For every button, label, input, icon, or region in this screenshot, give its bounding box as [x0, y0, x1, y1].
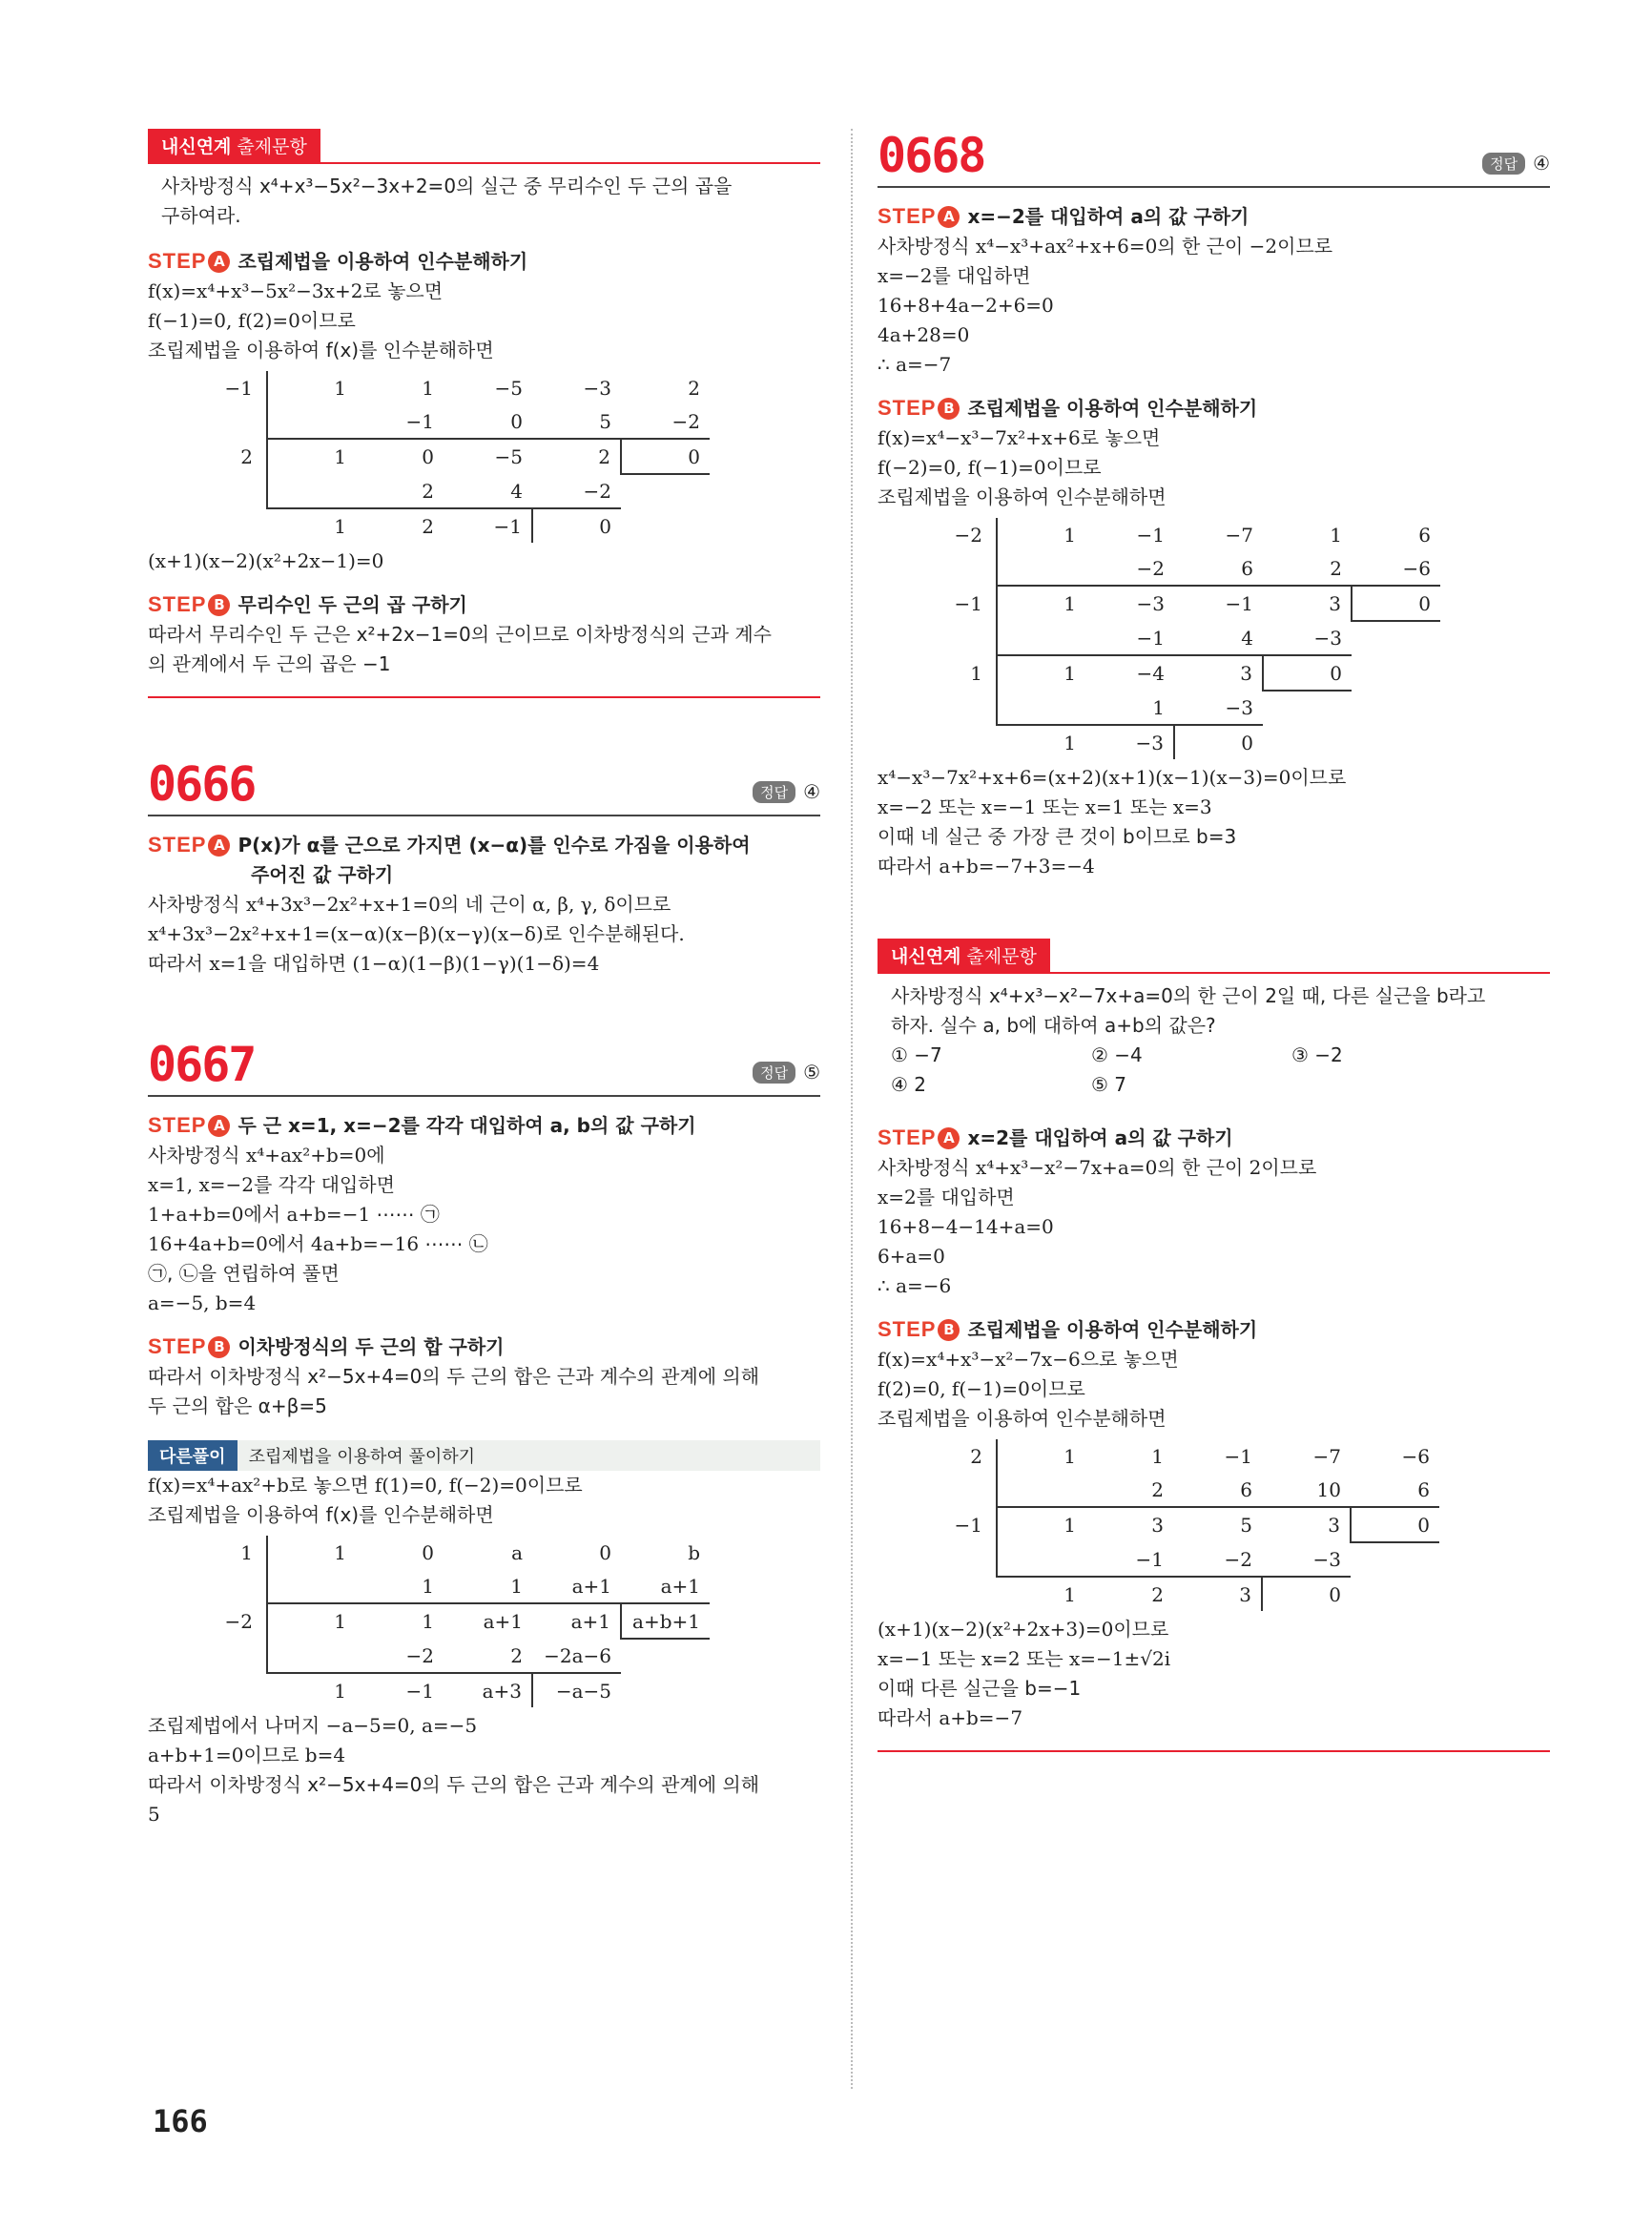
solution-line: f(2)=0, f(−1)=0이므로: [878, 1377, 1085, 1400]
step-a-heading: STEP A x=−2를 대입하여 a의 값 구하기: [878, 204, 1249, 228]
choices-row: ① −7 ② −4 ③ −2: [891, 1043, 1343, 1066]
solution-line: 4a+28=0: [878, 323, 970, 346]
synthetic-division-table: −2 1 −1 −7 1 6 −2 6 2 −6 −1 1 −3 −1 3 0 −1 4 −3 1 1 −4 3 0 1 −3 1 −3 0: [916, 518, 1440, 759]
step-b-heading: STEP B 무리수인 두 근의 곱 구하기: [148, 592, 467, 616]
problem-number: 0666: [148, 756, 256, 812]
solution-line: 조립제법을 이용하여 f(x)를 인수분해하면: [148, 1503, 494, 1526]
question-line: 구하여라.: [161, 204, 241, 227]
section-rule: [878, 1750, 1550, 1752]
solution-line: 16+8−4−14+a=0: [878, 1215, 1054, 1238]
banner-label: 내신연계 출제문항: [148, 129, 320, 162]
step-a-heading: STEP A 조립제법을 이용하여 인수분해하기: [148, 249, 528, 273]
solution-line: 의 관계에서 두 근의 곱은 −1: [148, 652, 391, 675]
problem-number: 0667: [148, 1037, 256, 1092]
left-column: [148, 129, 820, 1829]
solution-line: 조립제법을 이용하여 인수분해하면: [878, 485, 1167, 508]
exam-banner: [148, 129, 820, 164]
solution-line: 사차방정식 x⁴+x³−x²−7x+a=0의 한 근이 2이므로: [878, 1156, 1317, 1179]
step-a-heading: STEP A x=2를 대입하여 a의 값 구하기: [878, 1125, 1233, 1149]
step-a-heading-cont: 주어진 값 구하기: [251, 863, 394, 886]
step-b-heading: STEP B 이차방정식의 두 근의 합 구하기: [148, 1334, 505, 1358]
solution-line: f(x)=x⁴+x³−x²−7x−6으로 놓으면: [878, 1348, 1179, 1371]
solution-line: x⁴−x³−7x²+x+6=(x+2)(x+1)(x−1)(x−3)=0이므로: [878, 766, 1347, 789]
solution-line: a+b+1=0이므로 b=4: [148, 1744, 346, 1766]
solution-line: x=−2 또는 x=−1 또는 x=1 또는 x=3: [878, 795, 1212, 818]
solution-line: 사차방정식 x⁴−x³+ax²+x+6=0의 한 근이 −2이므로: [878, 235, 1333, 258]
solution-line: 따라서 이차방정식 x²−5x+4=0의 두 근의 합은 근과 계수의 관계에 의해: [148, 1365, 760, 1388]
solution-line: 16+8+4a−2+6=0: [878, 294, 1054, 317]
solution-line: 따라서 이차방정식 x²−5x+4=0의 두 근의 합은 근과 계수의 관계에 의해: [148, 1773, 760, 1796]
solution-line: f(x)=x⁴−x³−7x²+x+6로 놓으면: [878, 426, 1161, 449]
column-divider: [851, 129, 853, 2089]
solution-line: 6+a=0: [878, 1245, 945, 1268]
solution-line: 이때 다른 실근을 b=−1: [878, 1677, 1082, 1700]
solution-line: f(x)=x⁴+x³−5x²−3x+2로 놓으면: [148, 279, 444, 302]
solution-line: 조립제법을 이용하여 f(x)를 인수분해하면: [148, 339, 494, 361]
question-line: 사차방정식 x⁴+x³−5x²−3x+2=0의 실근 중 무리수인 두 근의 곱을: [161, 175, 733, 197]
solution-line: (x+1)(x−2)(x²+2x+3)=0이므로: [878, 1618, 1169, 1641]
solution-line: x=1, x=−2를 각각 대입하면: [148, 1173, 395, 1196]
solution-line: a=−5, b=4: [148, 1291, 257, 1314]
question-line: 하자. 실수 a, b에 대하여 a+b의 값은?: [891, 1014, 1216, 1037]
alternative-solution-banner: [148, 1440, 820, 1471]
question-text: [878, 974, 1550, 1102]
solution-line: x⁴+3x³−2x²+x+1=(x−α)(x−β)(x−γ)(x−δ)로 인수분해된다.: [148, 922, 685, 945]
step-a-heading: STEP A 두 근 x=1, x=−2를 각각 대입하여 a, b의 값 구하기: [148, 1113, 696, 1137]
problem-header-0668: [878, 129, 1550, 188]
solution-line: 사차방정식 x⁴+ax²+b=0에: [148, 1144, 385, 1167]
solution-line: x=−2를 대입하면: [878, 264, 1031, 287]
answer-badge: 정답 ⑤: [753, 1061, 820, 1084]
solution-line: f(−1)=0, f(2)=0이므로: [148, 309, 356, 332]
solution-line: 따라서 x=1을 대입하면 (1−α)(1−β)(1−γ)(1−δ)=4: [148, 952, 600, 975]
step-b-heading: STEP B 조립제법을 이용하여 인수분해하기: [878, 396, 1258, 420]
banner-label: 내신연계 출제문항: [878, 939, 1050, 972]
solution-line: 따라서 a+b=−7: [878, 1706, 1023, 1729]
question-line: 사차방정식 x⁴+x³−x²−7x+a=0의 한 근이 2일 때, 다른 실근을 b라고: [891, 984, 1486, 1007]
solution-line: 1+a+b=0에서 a+b=−1 ⋯⋯ ㉠: [148, 1203, 440, 1226]
alt-label: 다른풀이: [148, 1440, 237, 1471]
problem-number: 0668: [878, 128, 985, 183]
solution-line: 조립제법에서 나머지 −a−5=0, a=−5: [148, 1714, 478, 1737]
solution-line: ∴ a=−7: [878, 353, 952, 376]
solution-line: 이때 네 실근 중 가장 큰 것이 b이므로 b=3: [878, 825, 1237, 848]
solution-line: x=2를 대입하면: [878, 1186, 1015, 1208]
step-b-heading: STEP B 조립제법을 이용하여 인수분해하기: [878, 1317, 1258, 1341]
right-column: [878, 129, 1550, 1752]
solution-line: ∴ a=−6: [878, 1274, 952, 1297]
answer-badge: 정답 ④: [1482, 152, 1550, 175]
factorization-result: (x+1)(x−2)(x²+2x−1)=0: [148, 549, 384, 572]
answer-badge: 정답 ④: [753, 780, 820, 803]
solution-line: f(x)=x⁴+ax²+b로 놓으면 f(1)=0, f(−2)=0이므로: [148, 1474, 583, 1497]
step-a-heading: STEP A P(x)가 α를 근으로 가지면 (x−α)를 인수로 가짐을 이용하여: [148, 833, 751, 857]
problem-header-0666: [148, 757, 820, 816]
solution-line: 조립제법을 이용하여 인수분해하면: [878, 1407, 1167, 1430]
question-text: [148, 164, 820, 233]
choices-row: ④ 2 ⑤ 7: [891, 1073, 1127, 1096]
solution-line: x=−1 또는 x=2 또는 x=−1±√2i: [878, 1647, 1171, 1670]
solution-line: 5: [148, 1803, 160, 1826]
section-rule: [148, 696, 820, 698]
solution-line: 따라서 무리수인 두 근은 x²+2x−1=0의 근이므로 이차방정식의 근과 계수: [148, 623, 772, 646]
synthetic-division-table: 2 1 1 −1 −7 −6 2 6 10 6 −1 1 3 5 3 0 −1 −2 −3 1 2 3 0: [916, 1439, 1439, 1611]
alt-title: 조립제법을 이용하여 풀이하기: [248, 1447, 476, 1467]
solution-line: 16+4a+b=0에서 4a+b=−16 ⋯⋯ ㉡: [148, 1232, 488, 1255]
solution-line: 사차방정식 x⁴+3x³−2x²+x+1=0의 네 근이 α, β, γ, δ이므로: [148, 893, 671, 916]
solution-line: f(−2)=0, f(−1)=0이므로: [878, 456, 1102, 479]
synthetic-division-table: 1 1 0 a 0 b 1 1 a+1 a+1 −2 1 1 a+1 a+1 a+b+1 −2 2 −2a−6 1 −1 a+3 −a−5: [186, 1536, 710, 1707]
exam-banner: [878, 939, 1550, 974]
synthetic-division-table: −1 1 1 −5 −3 2 −1 0 5 −2 2 1 0 −5 2 0 2 4 −2 1 2 −1 0: [186, 371, 710, 543]
solution-line: 두 근의 합은 α+β=5: [148, 1394, 327, 1417]
solution-line: ㉠, ㉡을 연립하여 풀면: [148, 1262, 340, 1285]
solution-line: 따라서 a+b=−7+3=−4: [878, 855, 1095, 878]
problem-header-0667: [148, 1038, 820, 1097]
page-number: 166: [153, 2103, 208, 2139]
